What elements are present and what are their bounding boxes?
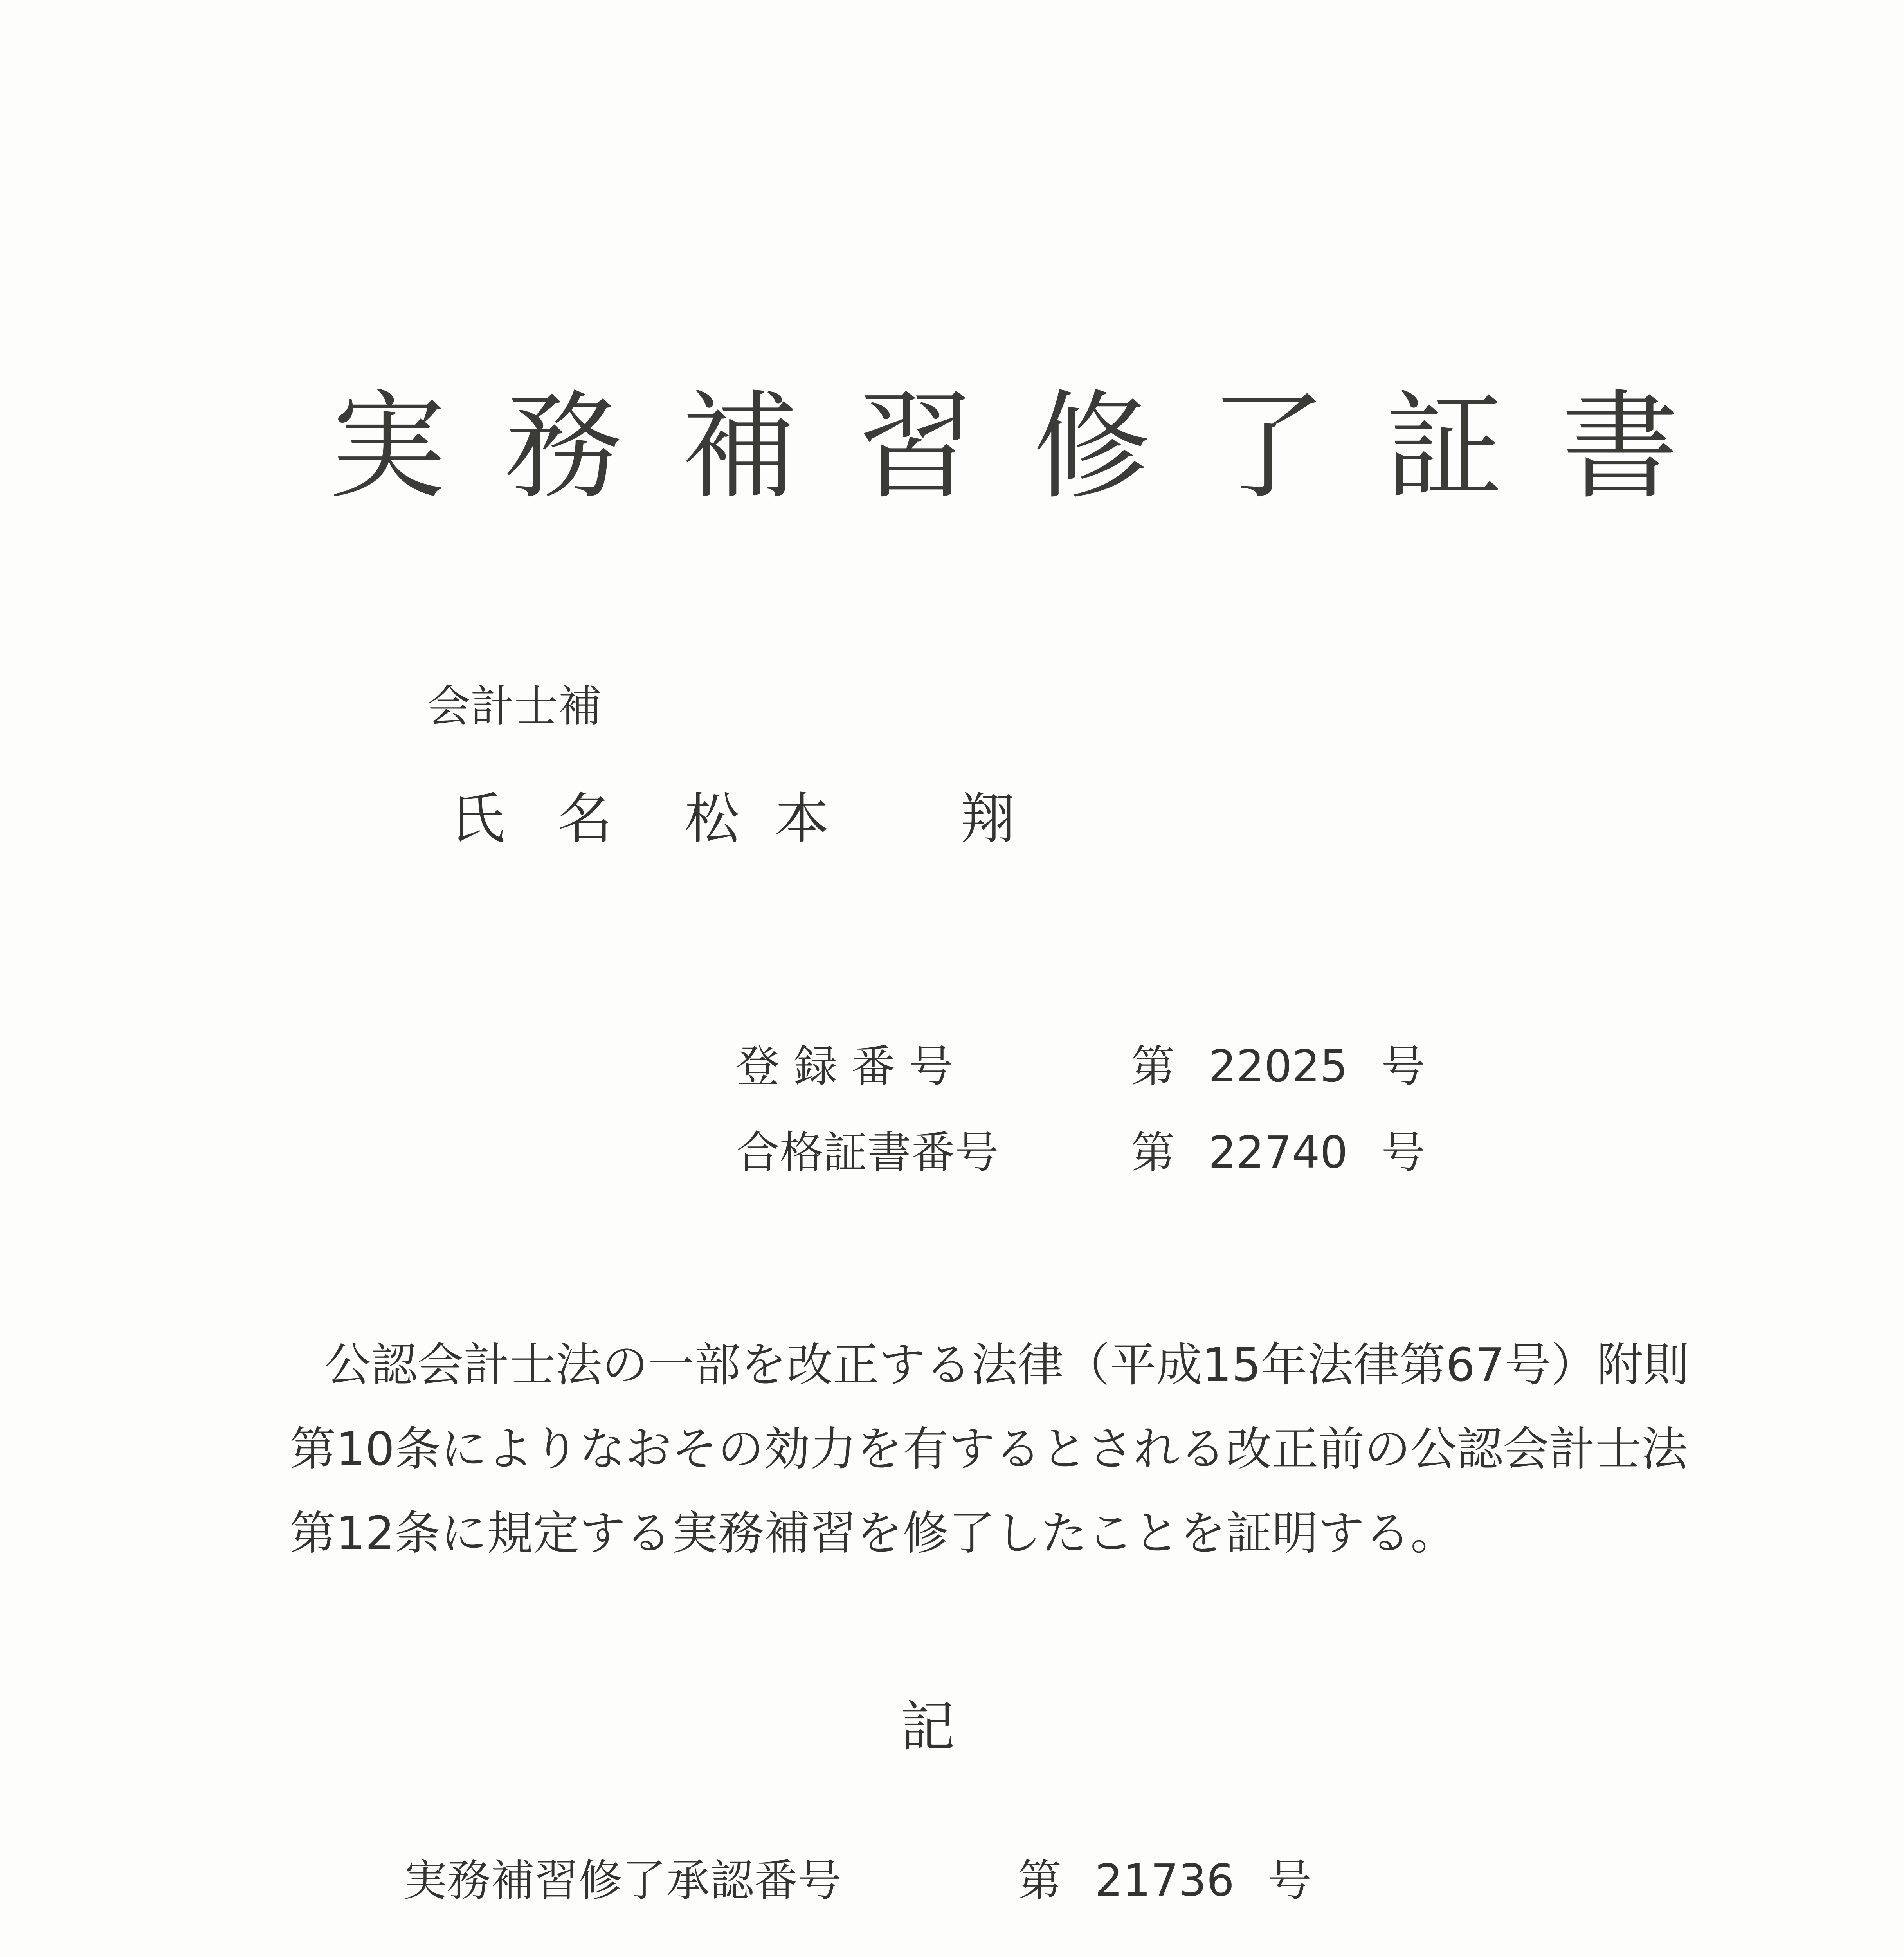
registration-number-row xyxy=(1131,1031,1425,1094)
approval-label: 実務補習修了承認番号 xyxy=(403,1855,841,1906)
registration-suffix: 号 xyxy=(1381,1041,1425,1092)
name-given: 翔 xyxy=(960,787,1015,851)
certificate-prefix: 第 xyxy=(1131,1127,1175,1178)
name-label-2: 名 xyxy=(557,787,612,851)
registration-number: 22025 xyxy=(1208,1041,1348,1092)
statement-line: 第12条に規定する実務補習を修了したことを証明する。 xyxy=(290,1506,1457,1560)
name-row xyxy=(450,775,1015,854)
registration-prefix: 第 xyxy=(1131,1041,1175,1092)
approval-number-row xyxy=(1018,1845,1312,1908)
name-family: 松本 xyxy=(685,787,865,851)
certificate-number-row xyxy=(1131,1117,1425,1180)
approval-number: 21736 xyxy=(1095,1855,1234,1906)
statement-paragraph xyxy=(290,1323,1689,1575)
statement-line: 第10条によりなおその効力を有するとされる改正前の公認会計士法 xyxy=(290,1422,1688,1476)
certificate-label: 合格証書番号 xyxy=(736,1127,999,1178)
certificate-number: 22740 xyxy=(1208,1127,1348,1178)
ki-heading: 記 xyxy=(900,1695,955,1759)
approval-prefix: 第 xyxy=(1018,1855,1061,1906)
approval-suffix: 号 xyxy=(1268,1855,1312,1906)
name-label-1: 氏 xyxy=(450,787,505,851)
certificate-suffix: 号 xyxy=(1381,1127,1425,1178)
category-label: 会計士補 xyxy=(427,681,602,732)
certificate-title: 実務補習修了証書 xyxy=(329,378,1738,515)
registration-label: 登 録 番 号 xyxy=(736,1041,953,1092)
statement-line: 公認会計士法の一部を改正する法律（平成15年法律第67号）附則 xyxy=(325,1338,1690,1392)
